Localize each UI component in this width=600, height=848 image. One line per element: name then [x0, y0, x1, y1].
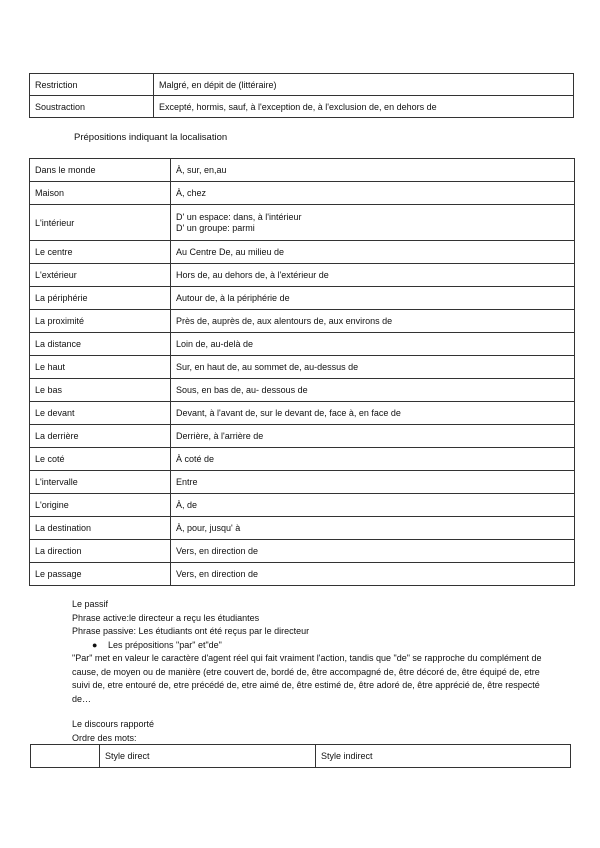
row-label: Le haut [30, 356, 171, 379]
table-row [30, 182, 575, 205]
row-label: L'origine [30, 494, 171, 517]
table-row [30, 264, 575, 287]
row-value: Devant, à l'avant de, sur le devant de, face à, en face de [171, 402, 575, 425]
row-label: Le coté [30, 448, 171, 471]
table-row [30, 356, 575, 379]
restriction-table [29, 73, 574, 118]
passive-sentence: Phrase passive: Les étudiants ont été reçus par le directeur [72, 626, 310, 636]
row-label: La périphérie [30, 287, 171, 310]
row-value-line: D' un groupe: parmi [176, 222, 255, 233]
discours-subtitle: Ordre des mots: [72, 732, 137, 743]
discours-section [72, 718, 154, 745]
row-value: Malgré, en dépit de (littéraire) [154, 74, 574, 96]
row-value-line: D' un espace: dans, à l'intérieur [176, 211, 302, 222]
row-value: À, chez [171, 182, 575, 205]
row-label: La distance [30, 333, 171, 356]
table-row [30, 379, 575, 402]
table-row [30, 563, 575, 586]
row-value: Entre [171, 471, 575, 494]
row-value: À, pour, jusqu' à [171, 517, 575, 540]
row-value: Vers, en direction de [171, 540, 575, 563]
row-label: Restriction [30, 74, 154, 96]
row-label: L'intervalle [30, 471, 171, 494]
table-row [30, 287, 575, 310]
row-value: Hors de, au dehors de, à l'extérieur de [171, 264, 575, 287]
bullet-item [72, 639, 542, 653]
row-label: Dans le monde [30, 159, 171, 182]
table-row [30, 540, 575, 563]
row-value: Sous, en bas de, au- dessous de [171, 379, 575, 402]
table-row [30, 241, 575, 264]
row-value: Excepté, hormis, sauf, à l'exception de, à l'exclusion de, en dehors de [154, 96, 574, 118]
row-label: La direction [30, 540, 171, 563]
table-row [30, 74, 574, 96]
passif-paragraph: "Par" met en valeur le caractère d'agent réel qui fait vraiment l'action, tandis que "de" se rapproche du complément de cause, de moyen ou de manière (etre couvert de, bordé de, être accompagné de, être décoré de, être équipé de, etre suivi de, etre entouré de, etre précédé de, etre aimé de, être estimé de, être adoré de, être apprécié de, être respecté de… [72, 653, 542, 704]
row-label: Maison [30, 182, 171, 205]
row-value: Autour de, à la périphérie de [171, 287, 575, 310]
table-row [31, 745, 571, 768]
row-value: À coté de [171, 448, 575, 471]
row-label: Le bas [30, 379, 171, 402]
table-row [30, 310, 575, 333]
table-row [30, 159, 575, 182]
passif-section [72, 598, 542, 706]
row-value: Près de, auprès de, aux alentours de, aux environs de [171, 310, 575, 333]
row-label: Soustraction [30, 96, 154, 118]
active-sentence: Phrase active:le directeur a reçu les étudiantes [72, 612, 260, 623]
empty-cell [31, 745, 100, 768]
row-value: Derrière, à l'arrière de [171, 425, 575, 448]
table-row [30, 425, 575, 448]
row-label: La derrière [30, 425, 171, 448]
row-value: Au Centre De, au milieu de [171, 241, 575, 264]
row-value: Loin de, au-delà de [171, 333, 575, 356]
table-row [30, 448, 575, 471]
row-value: À, de [171, 494, 575, 517]
table-row [30, 471, 575, 494]
row-label: La destination [30, 517, 171, 540]
col-indirect: Style indirect [316, 745, 571, 768]
row-value: À, sur, en,au [171, 159, 575, 182]
col-direct: Style direct [100, 745, 316, 768]
bullet-text: Les prépositions "par" et"de" [108, 639, 222, 650]
row-label: La proximité [30, 310, 171, 333]
row-value [171, 205, 575, 241]
row-label: L'intérieur [30, 205, 171, 241]
passif-title: Le passif [72, 599, 109, 609]
table-row [30, 333, 575, 356]
row-label: Le devant [30, 402, 171, 425]
row-value: Sur, en haut de, au sommet de, au-dessus de [171, 356, 575, 379]
table-row [30, 517, 575, 540]
table-row [30, 494, 575, 517]
style-table [30, 744, 571, 768]
row-label: L'extérieur [30, 264, 171, 287]
table-row [30, 96, 574, 118]
bullet-icon: ● [92, 639, 98, 650]
localisation-table [29, 158, 575, 586]
discours-title: Le discours rapporté [72, 719, 155, 729]
row-value: Vers, en direction de [171, 563, 575, 586]
table-row [30, 205, 575, 241]
table-row [30, 402, 575, 425]
row-label: Le passage [30, 563, 171, 586]
localisation-heading: Prépositions indiquant la localisation [74, 132, 228, 143]
row-label: Le centre [30, 241, 171, 264]
